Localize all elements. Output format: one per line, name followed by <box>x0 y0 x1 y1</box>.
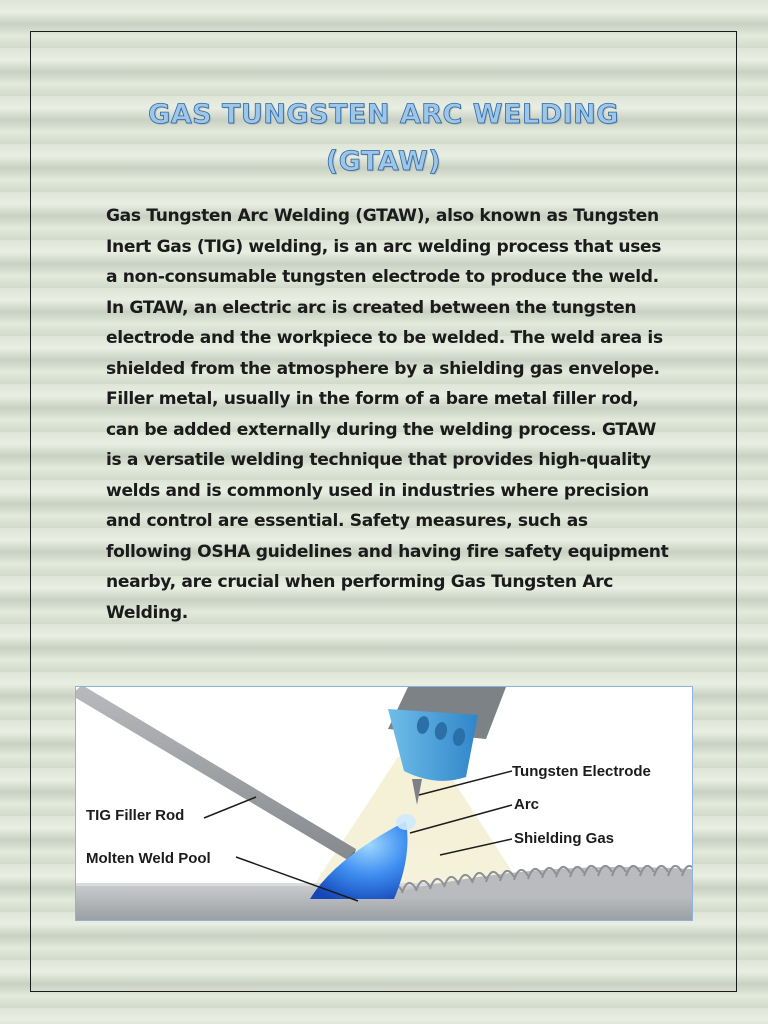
page-title: GAS TUNGSTEN ARC WELDING <box>148 99 619 130</box>
label-filler-rod: TIG Filler Rod <box>86 807 185 824</box>
arc-glow <box>396 814 416 830</box>
label-tungsten-electrode: Tungsten Electrode <box>512 763 651 780</box>
filler-rod <box>76 687 356 862</box>
gtaw-diagram-illustration <box>76 687 692 920</box>
gtaw-diagram <box>75 686 693 921</box>
label-arc: Arc <box>514 796 540 813</box>
label-shielding-gas: Shielding Gas <box>514 830 615 847</box>
label-weld-pool: Molten Weld Pool <box>86 850 211 867</box>
torch <box>388 687 506 781</box>
body-paragraph: Gas Tungsten Arc Welding (GTAW), also known as Tungsten Inert Gas (TIG) welding, is an arc welding process that uses a non-consumable tungsten electrode to produce the weld. In GTAW, an electric arc is created between the tungsten electrode and the workpiece to be welded. The weld area is shielded from the atmosphere by a shielding gas envelope. Filler metal, usually in the form of a bare metal filler rod, can be added externally during the welding process. GTAW is a versatile welding technique that provides high-quality welds and is commonly used in industries where precision and control are essential. Safety measures, such as following OSHA guidelines and having fire safety equipment nearby, are crucial when performing Gas Tungsten Arc Welding. <box>106 206 669 623</box>
page-title-abbreviation: (GTAW) <box>325 146 442 177</box>
